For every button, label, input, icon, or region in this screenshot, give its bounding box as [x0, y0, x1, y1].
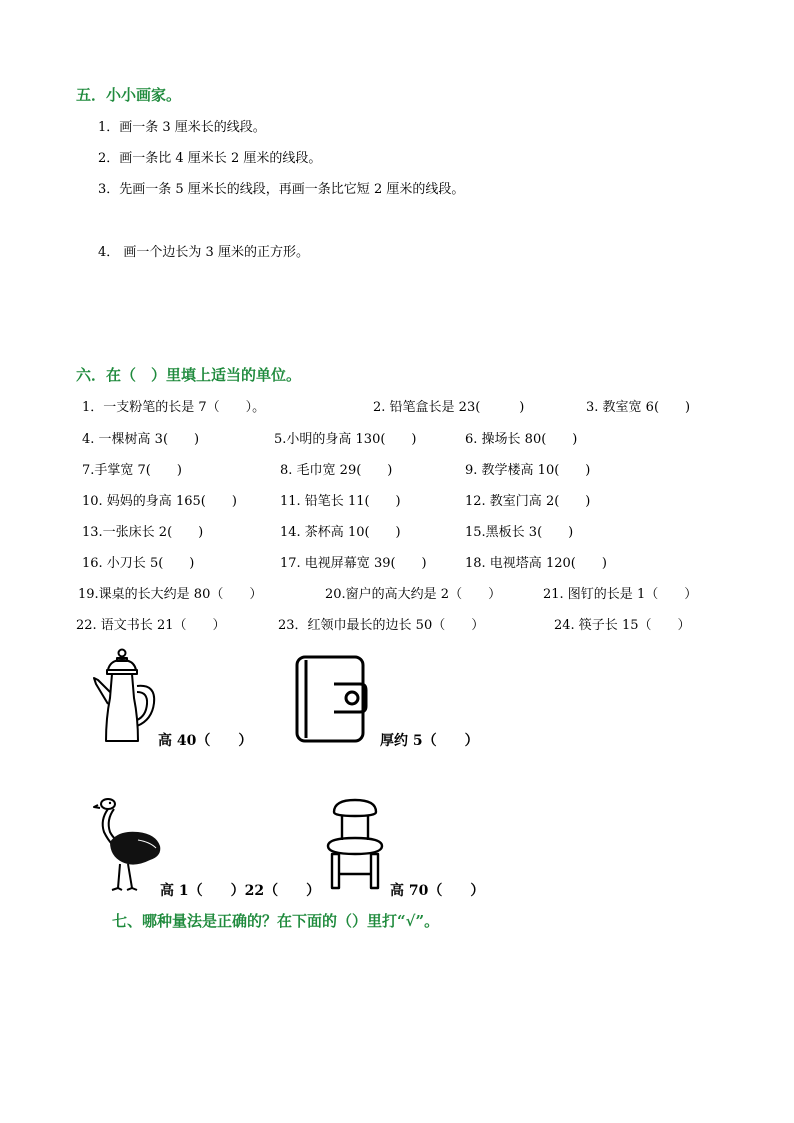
fill-item-9: 9. 教学楼高 10( ) [465, 463, 591, 478]
section-5-item-4: 4． 画一个边长为 3 厘米的正方形。 [98, 245, 309, 260]
fill-item-18: 18. 电视塔高 120( ) [465, 556, 607, 571]
section-5-item-3: 3．先画一条 5 厘米长的线段，再画一条比它短 2 厘米的线段。 [98, 182, 465, 197]
fill-item-19: 19.课桌的长大约是 80（ ） [78, 587, 263, 602]
kettle-icon [90, 648, 160, 744]
fill-item-15: 15.黑板长 3( ) [465, 525, 574, 540]
ostrich-label: 高 1（ ）22（ ） [160, 883, 321, 899]
section-5-item-1: 1．画一条 3 厘米长的线段。 [98, 120, 266, 135]
section-6-title: 六．在（ ）里填上适当的单位。 [76, 366, 302, 384]
fill-item-4: 4. 一棵树高 3( ) [82, 432, 200, 447]
fill-item-12: 12. 教室门高 2( ) [465, 494, 591, 509]
fill-item-22: 22. 语文书长 21（ ） [76, 618, 226, 633]
fill-item-16: 16. 小刀长 5( ) [82, 556, 195, 571]
section-5-item-2: 2．画一条比 4 厘米长 2 厘米的线段。 [98, 151, 322, 166]
fill-item-7: 7.手掌宽 7( ) [82, 463, 182, 478]
fill-item-6: 6. 操场长 80( ) [465, 432, 578, 447]
book-icon [294, 654, 368, 744]
fill-item-17: 17. 电视屏幕宽 39( ) [280, 556, 427, 571]
stool-label: 高 70（ ） [390, 883, 485, 899]
fill-item-3: 3. 教室宽 6( ) [586, 400, 691, 415]
fill-item-1: 1．一支粉笔的长是 7（ ）。 [82, 400, 266, 415]
fill-item-8: 8. 毛巾宽 29( ) [280, 463, 393, 478]
fill-item-14: 14. 茶杯高 10( ) [280, 525, 401, 540]
fill-item-23: 23．红领巾最长的边长 50（ ） [278, 618, 485, 633]
fill-item-5: 5.小明的身高 130( ) [274, 432, 417, 447]
fill-item-10: 10. 妈妈的身高 165( ) [82, 494, 237, 509]
book-label: 厚约 5（ ） [380, 733, 479, 749]
section-5-title: 五．小小画家。 [76, 86, 182, 104]
fill-item-13: 13.一张床长 2( ) [82, 525, 204, 540]
section-7-title: 七、哪种量法是正确的？在下面的（）里打“√”。 [112, 912, 440, 930]
fill-item-20: 20.窗户的高大约是 2（ ） [325, 587, 502, 602]
fill-item-2: 2. 铅笔盒长是 23( ) [373, 400, 525, 415]
kettle-label: 高 40（ ） [158, 733, 253, 749]
stool-icon [324, 796, 386, 892]
fill-item-21: 21. 图钉的长是 1（ ） [543, 587, 698, 602]
fill-item-24: 24. 筷子长 15（ ） [554, 618, 691, 633]
fill-item-11: 11. 铅笔长 11( ) [280, 494, 401, 509]
ostrich-icon [94, 796, 164, 892]
